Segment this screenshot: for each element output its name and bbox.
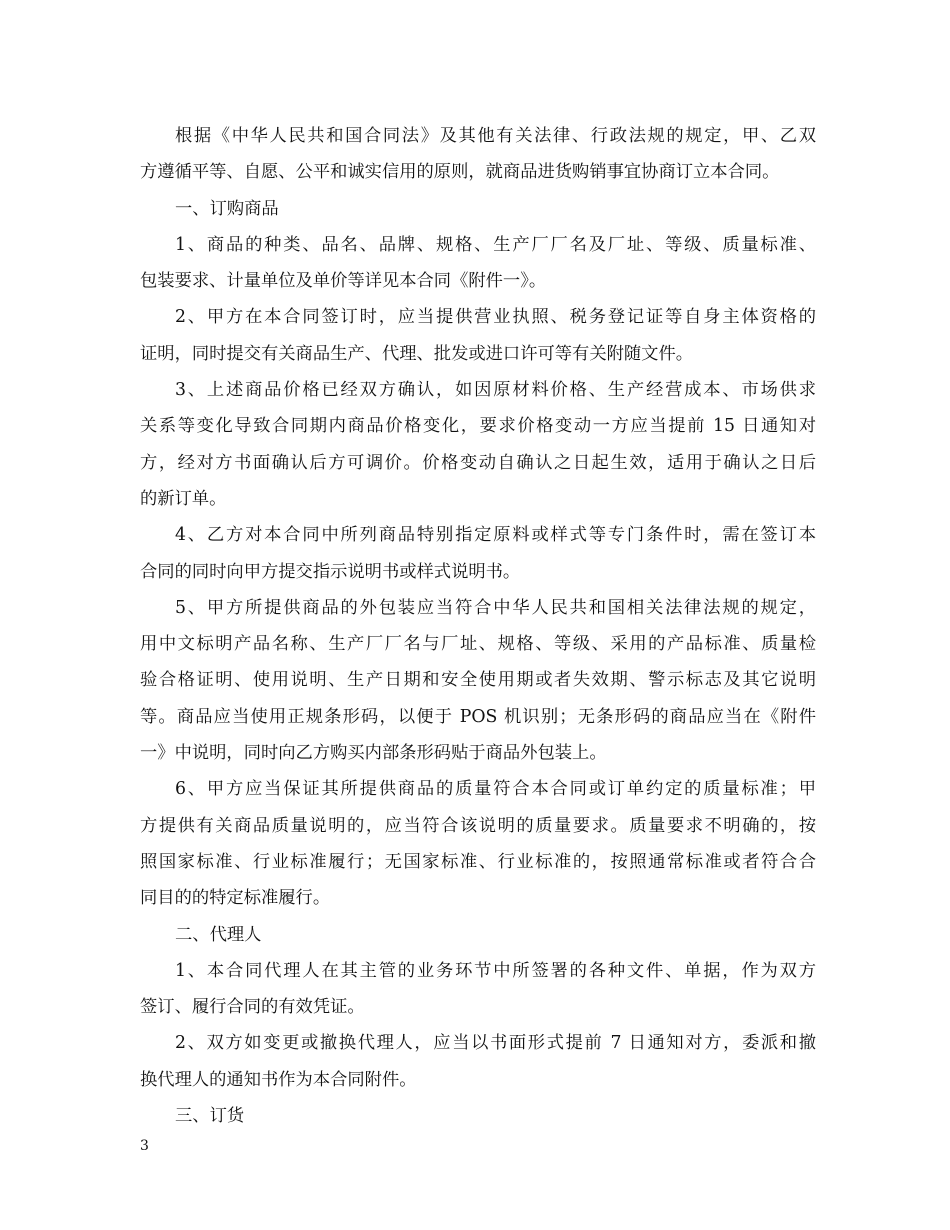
paragraph-line: 关系等变化导致合同期内商品价格变化，要求价格变动一方应当提前 15 日通知对: [140, 416, 816, 437]
paragraph-line: 方遵循平等、自愿、公平和诚实信用的原则，就商品进货购销事宜协商订立本合同。: [140, 162, 780, 183]
paragraph-line: 3、上述商品价格已经双方确认，如因原材料价格、生产经营成本、市场供求: [175, 380, 816, 401]
paragraph-line: 6、甲方应当保证其所提供商品的质量符合本合同或订单约定的质量标准；甲: [175, 779, 816, 800]
paragraph-line: 验合格证明、使用说明、生产日期和安全使用期或者失效期、警示标志及其它说明: [140, 670, 816, 691]
paragraph-line: 2、双方如变更或撤换代理人，应当以书面形式提前 7 日通知对方，委派和撤: [175, 1033, 816, 1054]
paragraph-line: 签订、履行合同的有效凭证。: [140, 997, 365, 1018]
paragraph-line: 证明，同时提交有关商品生产、代理、批发或进口许可等有关附随文件。: [140, 343, 694, 364]
paragraph-line: 一》中说明，同时向乙方购买内部条形码贴于商品外包装上。: [140, 743, 607, 764]
paragraph-line: 用中文标明产品名称、生产厂厂名与厂址、规格、等级、采用的产品标准、质量检: [140, 634, 816, 655]
paragraph-line: 方，经对方书面确认后方可调价。价格变动自确认之日起生效，适用于确认之日后: [140, 452, 816, 473]
section-heading: 二、代理人: [175, 924, 262, 945]
paragraph-line: 根据《中华人民共和国合同法》及其他有关法律、行政法规的规定，甲、乙双: [175, 126, 816, 146]
section-heading: 一、订购商品: [175, 198, 279, 219]
paragraph-line: 换代理人的通知书作为本合同附件。: [140, 1069, 417, 1090]
paragraph-line: 包装要求、计量单位及单价等详见本合同《附件一》。: [140, 271, 547, 292]
paragraph-line: 方提供有关商品质量说明的，应当符合该说明的质量要求。质量要求不明确的，按: [140, 815, 816, 836]
document-body: [140, 118, 816, 1134]
paragraph-line: 4、乙方对本合同中所列商品特别指定原料或样式等专门条件时，需在签订本: [175, 525, 816, 546]
page-number: 3: [140, 1138, 149, 1154]
paragraph-line: 1、商品的种类、品名、品牌、规格、生产厂厂名及厂址、等级、质量标准、: [175, 234, 816, 255]
paragraph-line: 合同的同时向甲方提交指示说明书或样式说明书。: [140, 561, 521, 582]
paragraph-line: 照国家标准、行业标准履行；无国家标准、行业标准的，按照通常标准或者符合合: [140, 851, 816, 872]
paragraph-line: 1、本合同代理人在其主管的业务环节中所签署的各种文件、单据，作为双方: [175, 960, 816, 981]
paragraph-line: 的新订单。: [140, 488, 227, 509]
paragraph-line: 5、甲方所提供商品的外包装应当符合中华人民共和国相关法律法规的规定，: [175, 597, 816, 618]
paragraph-line: 同目的的特定标准履行。: [140, 888, 331, 909]
section-heading: 三、订货: [175, 1106, 245, 1127]
paragraph-line: 2、甲方在本合同签订时，应当提供营业执照、税务登记证等自身主体资格的: [175, 307, 816, 328]
paragraph-line: 等。商品应当使用正规条形码，以便于 POS 机识别；无条形码的商品应当在《附件: [140, 706, 816, 727]
